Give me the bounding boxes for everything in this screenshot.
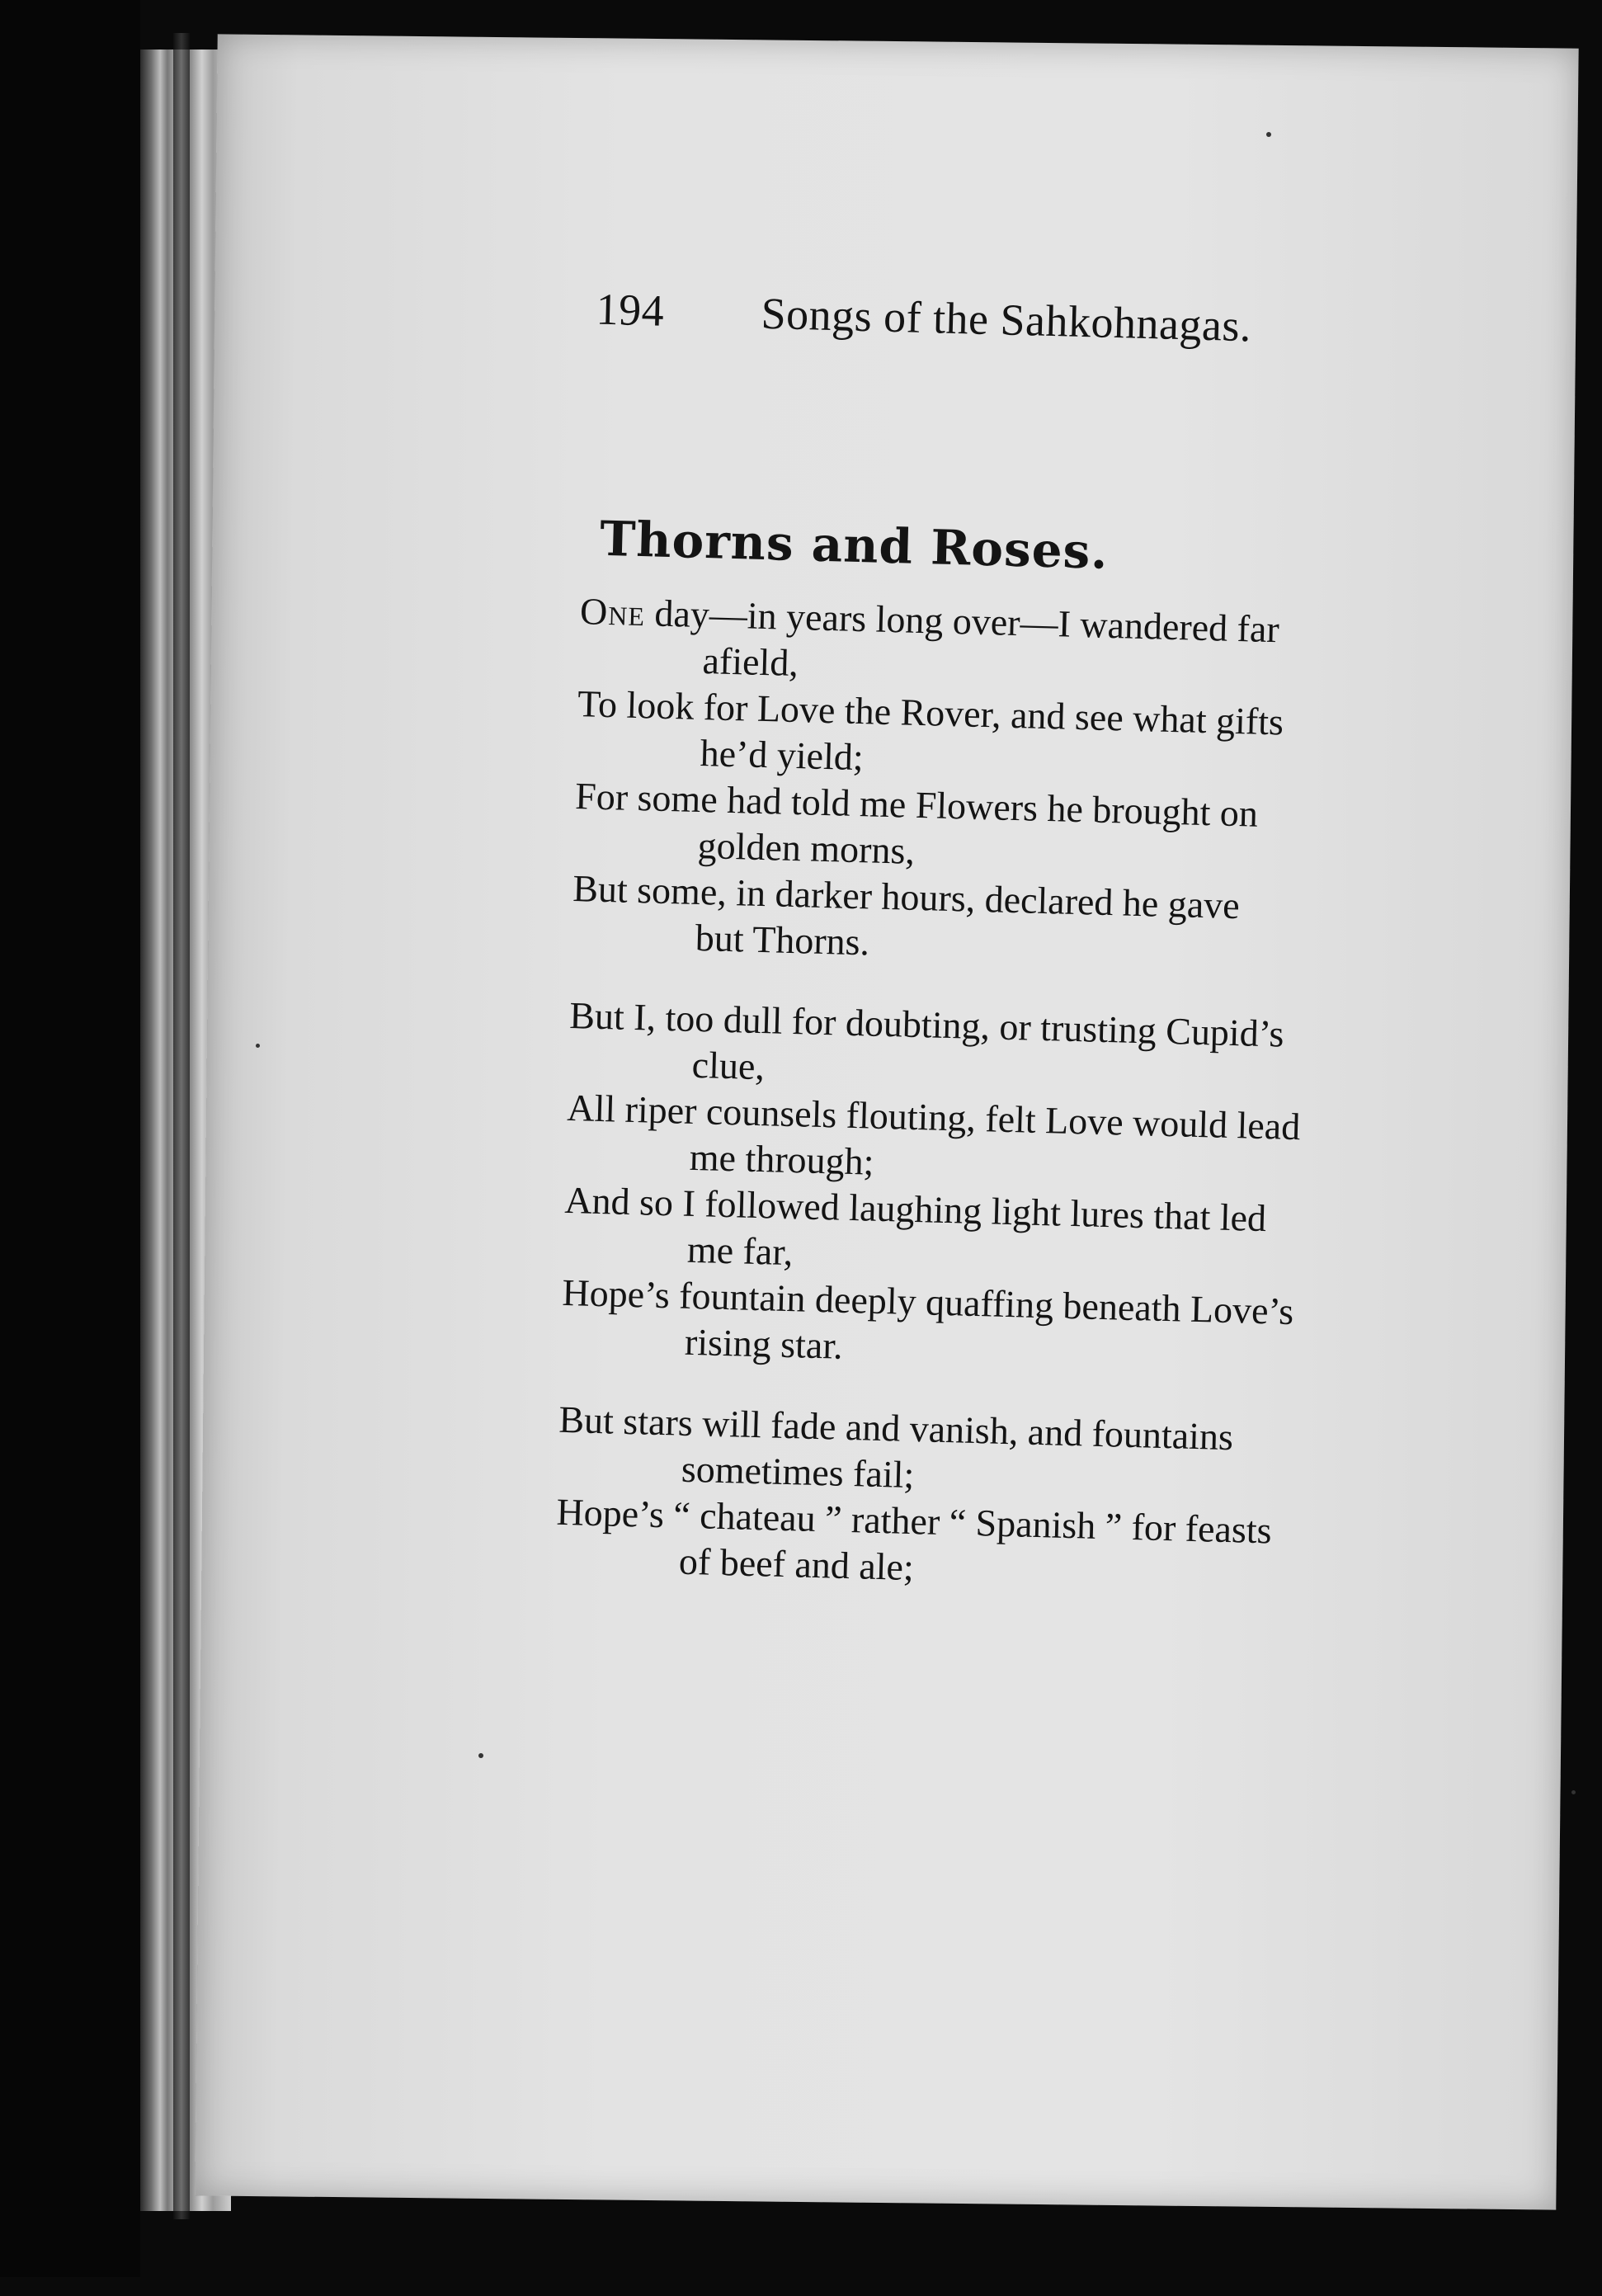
verse-line: All riper counsels flouting, felt Love would lead me through;: [566, 1086, 1301, 1183]
first-word: One: [579, 590, 646, 634]
page-number: 194: [595, 284, 666, 336]
running-header: [596, 284, 1586, 361]
dust-speck: [256, 1044, 260, 1048]
poem-title: Thorns and Roses.: [599, 510, 1110, 580]
stanza-1: [571, 588, 1438, 980]
verse-line: Hope’s “ chateau ” rather “ Spanish ” for feasts of beef and ale;: [555, 1490, 1273, 1589]
verse-line: To look for Love the Rover, and see what gifts he’d yield;: [577, 682, 1284, 779]
verse-line: But some, in darker hours, declared he gave but Thorns.: [572, 867, 1241, 964]
verse-line: And so I followed laughing light lures that led me far,: [563, 1178, 1267, 1274]
verse-line: For some had told me Flowers he brought on golden morns,: [574, 775, 1259, 872]
verse-line: Hope’s fountain deeply quaffing beneath Love’s rising star.: [561, 1271, 1294, 1367]
verse-line: But stars will fade and vanish, and fountains sometimes fail;: [558, 1398, 1234, 1497]
running-title: Songs of the Sahkohnagas.: [760, 288, 1252, 351]
dust-speck: [478, 1753, 483, 1758]
dust-speck: [1571, 1790, 1576, 1794]
stanza-3: [554, 1397, 1417, 1604]
verse-line: One day—in years long over—I wandered far afield,: [579, 590, 1280, 685]
stanza-2: [560, 992, 1427, 1384]
verse-line: But I, too dull for doubting, or trusting Cupid’s clue,: [568, 993, 1285, 1088]
dust-speck: [1266, 132, 1271, 137]
